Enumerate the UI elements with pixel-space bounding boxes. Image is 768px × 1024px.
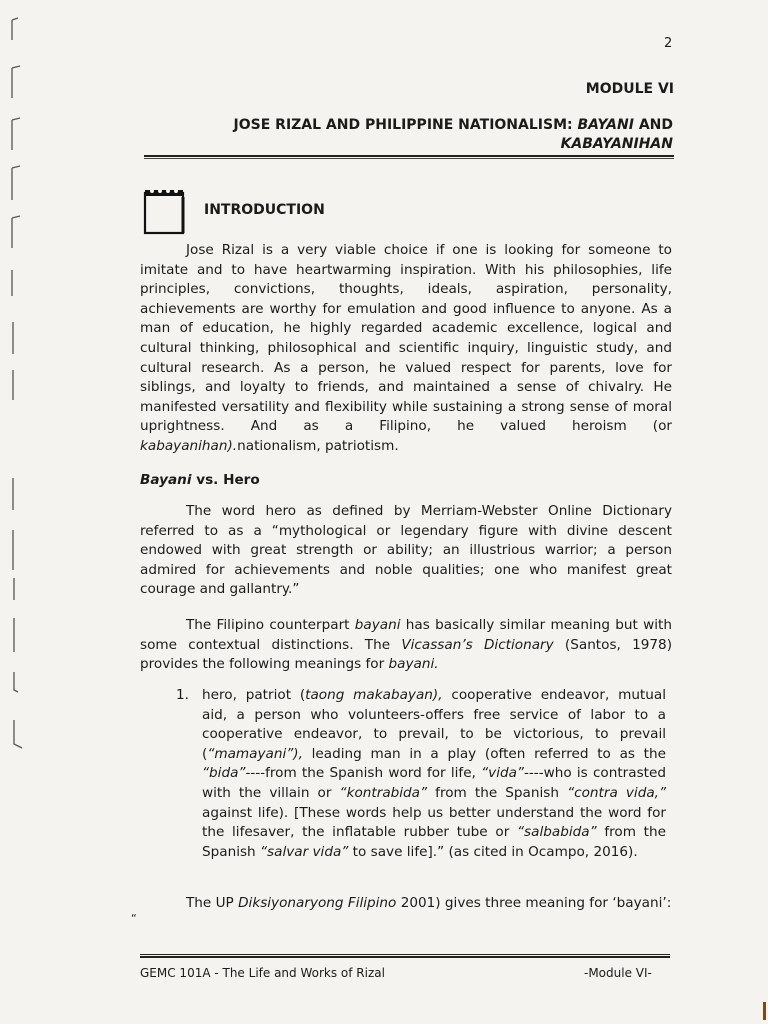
text-span: (Santos, 1978) provides the following meanings for	[140, 636, 672, 673]
up-dictionary-paragraph	[140, 894, 672, 914]
footer-module-label: -Module VI-	[584, 966, 652, 980]
text-span: ----from the Spanish word for life,	[245, 765, 482, 782]
bayani-meaning-paragraph	[140, 616, 672, 675]
italic-bayani: bayani	[354, 617, 401, 633]
margin-binding-marks	[0, 0, 40, 1024]
heading-rest: vs. Hero	[191, 472, 260, 488]
italic-span: “kontrabida”	[339, 784, 428, 801]
text-span: The UP	[186, 895, 239, 911]
italic-span: “salvar vida”	[260, 843, 349, 860]
module-label: MODULE VI	[585, 81, 674, 97]
text-span: 2001) gives three meaning for ‘bayani’:	[396, 895, 672, 911]
title-and: AND	[633, 117, 673, 133]
text-span: cooperative endeavor, mutual aid, a person who volunteers-offers free service of labor to a cooperative endeavor, to prevail, to be victorious, to prevail (	[202, 687, 666, 762]
title-italic-kabayanihan: KABAYANIHAN	[560, 136, 673, 152]
text-span: ----who is contrasted with the villain or	[202, 765, 666, 801]
footer-course-title: GEMC 101A - The Life and Works of Rizal	[140, 966, 385, 980]
text-span: The Filipino counterpart	[186, 617, 355, 633]
text-span: leading man in a play (often referred to as the	[302, 745, 666, 762]
stray-quote-mark: “	[131, 912, 137, 925]
text-span: against life). [These words help us better understand the word for the lifesaver, the inflatable rubber tube or	[202, 804, 666, 841]
italic-span: “bida”	[202, 765, 246, 782]
intro-paragraph-end: nationalism, patriotism.	[237, 437, 399, 454]
list-item	[176, 686, 666, 862]
intro-heading: INTRODUCTION	[204, 202, 325, 218]
bayani-vs-hero-heading	[140, 472, 260, 488]
italic-bayani: bayani.	[388, 656, 439, 673]
text-span: to save life].” (as cited in Ocampo, 2016).	[348, 843, 638, 860]
scan-edge-mark	[763, 1002, 766, 1020]
title-divider	[144, 155, 674, 159]
hero-definition-paragraph: The word hero as defined by Merriam-Webster Online Dictionary referred to as a “mythological or legendary figure with divine descent endowed with great strength or ability; an illustrious warrior; a person admired for achievements and noble qualities; one who manifest great courage and gallantry.”	[140, 503, 672, 598]
module-title	[193, 116, 673, 154]
bayani-meanings-list	[176, 686, 666, 862]
heading-italic-bayani: Bayani	[140, 472, 192, 488]
intro-paragraph-italic: kabayanihan).	[140, 437, 238, 454]
italic-span: “mamayani”),	[207, 745, 303, 762]
text-span: from the Spanish	[427, 784, 568, 801]
title-text: JOSE RIZAL AND PHILIPPINE NATIONALISM:	[233, 117, 578, 133]
list-number: 1.	[176, 687, 189, 703]
text-span: hero, patriot (	[202, 687, 306, 703]
italic-span: “vida”	[481, 765, 524, 782]
italic-span: taong makabayan),	[305, 687, 443, 703]
title-italic-bayani: BAYANI	[577, 117, 634, 133]
page-number: 2	[664, 36, 673, 51]
footer-divider	[140, 954, 670, 958]
italic-dictionary-title: Diksiyonaryong Filipino	[238, 895, 397, 911]
italic-span: “salbabida”	[517, 824, 597, 841]
notepad-icon	[142, 187, 186, 235]
text-span: from the Spanish	[202, 824, 666, 860]
italic-span: “contra vida,”	[567, 784, 667, 801]
intro-paragraph-text: Jose Rizal is a very viable choice if one is looking for someone to imitate and to have heartwarming inspiration. With his philosophies, life principles, convictions, thoughts, ideals, aspiration, personality, achievements are worthy for emulation and good influence to anyone. As a man of education, he highly regarded academic excellence, logical and cultural thinking, philosophical and scientific inquiry, linguistic study, and cultural research. As a person, he valued respect for parents, love for siblings, and loyalty to friends, and maintained a sense of chivalry. He manifested versatility and flexibility while sustaining a strong sense of moral uprightness. And as a Filipino, he valued heroism (or	[140, 242, 672, 435]
italic-dictionary-title: Vicassan’s Dictionary	[401, 636, 554, 653]
text-span: has basically similar meaning but with some contextual distinctions. The	[140, 617, 672, 653]
intro-paragraph	[140, 241, 672, 457]
